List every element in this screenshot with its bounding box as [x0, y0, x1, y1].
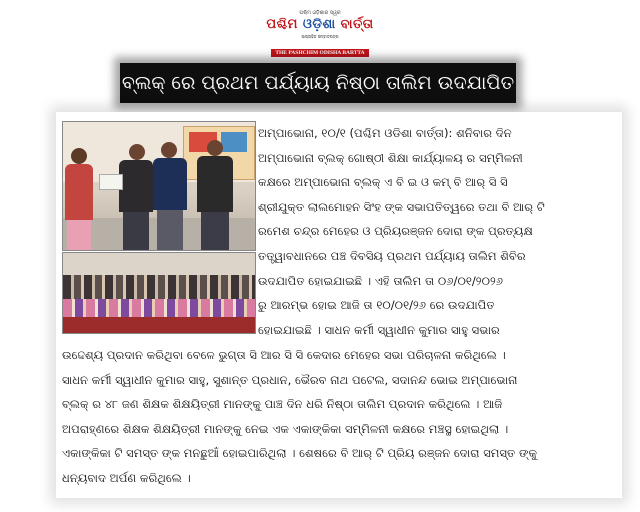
- article-line: ଉଦଯାପିତ ହୋଇଯାଇଛି । ଏହି ତାଲିମ ତା ୦୬/୦୧/୨୦୨୬: [258, 273, 504, 288]
- masthead-english-name: THE PASHCHIM ODISHA BARTTA: [271, 49, 368, 57]
- article-line: ଅପରାହ୍ଣରେ ଶିକ୍ଷକ ଶିକ୍ଷୟିତ୍ରୀ ମାନଙ୍କୁ ନେଇ ଏକ ଏକାଙ୍କିକା ସମ୍ମିଳନୀ କକ୍ଷରେ ମଞ୍ଚସ୍ଥ ହୋଇଥିଲା ।: [62, 421, 509, 436]
- article-line: ବ୍ଲକ୍ ର ୪୮ ଜଣ ଶିକ୍ଷକ ଶିକ୍ଷୟିତ୍ରୀ ମାନଙ୍କୁ ପାଞ୍ଚ ଦିନ ଧରି ନିଷ୍ଠା ତାଲିମ ପ୍ରଦାନ କରିଥିଲେ । ଆଜି: [62, 397, 503, 412]
- article-line: ସାଧନ କର୍ମୀ ସ୍ୱାଧୀନ କୁମାର ସାହୁ, ସୁଶାନ୍ତ ପ୍ରଧାନ, ଭୈରବ ନାଥ ପଟେଲ, ସଦାନନ୍ଦ ଭୋଇ ଅମ୍ପାଭୋନା: [62, 372, 518, 387]
- logo-part-3: ବାର୍ତ୍ତା: [340, 17, 374, 32]
- photo-group: [62, 252, 256, 334]
- article-side-text: [258, 121, 620, 342]
- newspaper-logo: [255, 16, 385, 34]
- masthead-subtitle: ସାପ୍ତାହିକ ସମ୍ବାଦପତ୍ର: [301, 34, 339, 39]
- masthead-tagline: ପଶ୍ଚିମ ଓଡ଼ିଶାର ସ୍ୱର: [299, 10, 341, 16]
- article-line: ରୁ ଆରମ୍ଭ ହୋଇ ଆଜି ତା ୧୦/୦୧/୨୬ ରେ ଉଦଯାପିତ: [258, 298, 495, 313]
- logo-part-1: ପଶ୍ଚିମ: [266, 17, 298, 32]
- article-line: ହୋଇଯାଇଛି । ସାଧନ କର୍ମୀ ସ୍ୱାଧୀନ କୁମାର ସାହୁ ସଭାର: [258, 322, 500, 337]
- article-line: ରମେଶ ଚନ୍ଦ୍ର ମେହେର ଓ ପ୍ରିୟରଞ୍ଜନ ଦୋରା ଙ୍କ ପ୍ରତ୍ୟକ୍ଷ: [258, 224, 533, 239]
- article-line: ଧନ୍ୟବାଦ ଅର୍ପଣ କରିଥିଲେ ।: [62, 471, 191, 485]
- headline: ବ୍ଲକ୍ ରେ ପ୍ରଥମ ପର୍ଯ୍ୟାୟ ନିଷ୍ଠା ତାଲିମ ଉଦଯାପିତ: [120, 63, 516, 103]
- article-line: ଅମ୍ପାଭୋନା, ୧୦/୧ (ପଶ୍ଚିମ ଓଡିଶା ବାର୍ତ୍ତା): ଶନିବାର ଦିନ: [258, 126, 512, 140]
- logo-part-2: ଓଡ଼ିଶା: [302, 17, 336, 32]
- masthead: [255, 8, 385, 54]
- article-line: ତତ୍ତ୍ୱାବଧାନରେ ପଞ୍ଚ ଦିବସିୟ ପ୍ରଥମ ପର୍ଯ୍ୟାୟ ତାଲିମ ଶିବିର: [258, 248, 526, 263]
- article-line: କକ୍ଷରେ ଅମ୍ପାଭୋନା ବ୍ଲକ୍ ଏ ବି ଇ ଓ କମ୍ ବି ଆର୍ ସି ସି: [258, 175, 508, 190]
- photo-award-ceremony: [62, 121, 256, 251]
- article-line: ଏକାଙ୍କିକା ଟି ସମସ୍ତ ଙ୍କ ମନଛୁଆଁ ହୋଇପାରିଥିଲା । ଶେଷରେ ବି ଆର୍ ଟି ପ୍ରିୟ ରଞ୍ଜନ ଦୋରା ସମସ୍ତ ଙ୍କୁ: [62, 446, 538, 461]
- article-line: ଶ୍ରୀଯୁକ୍ତ ଲାଲମୋହନ ସିଂହ ଙ୍କ ସଭାପତିତ୍ୱରେ ତଥା ବି ଆର୍ ଟି: [258, 199, 545, 214]
- article-line: ଉଦ୍ଦେଶ୍ୟ ପ୍ରଦାନ କରିଥିବା ବେଳେ ଭୁଗ୍ତା ସି ଆର ସି ସି କେଦାର ମେହେର ସଭା ପରିଚାଳନା କରିଥିଲେ ।: [62, 348, 506, 362]
- article-line: ଅମ୍ପାଭୋନା ବ୍ଲକ୍ ଗୋଷ୍ଠୀ ଶିକ୍ଷା କାର୍ଯ୍ୟାଳୟ ର ସମ୍ମିଳନୀ: [258, 150, 523, 165]
